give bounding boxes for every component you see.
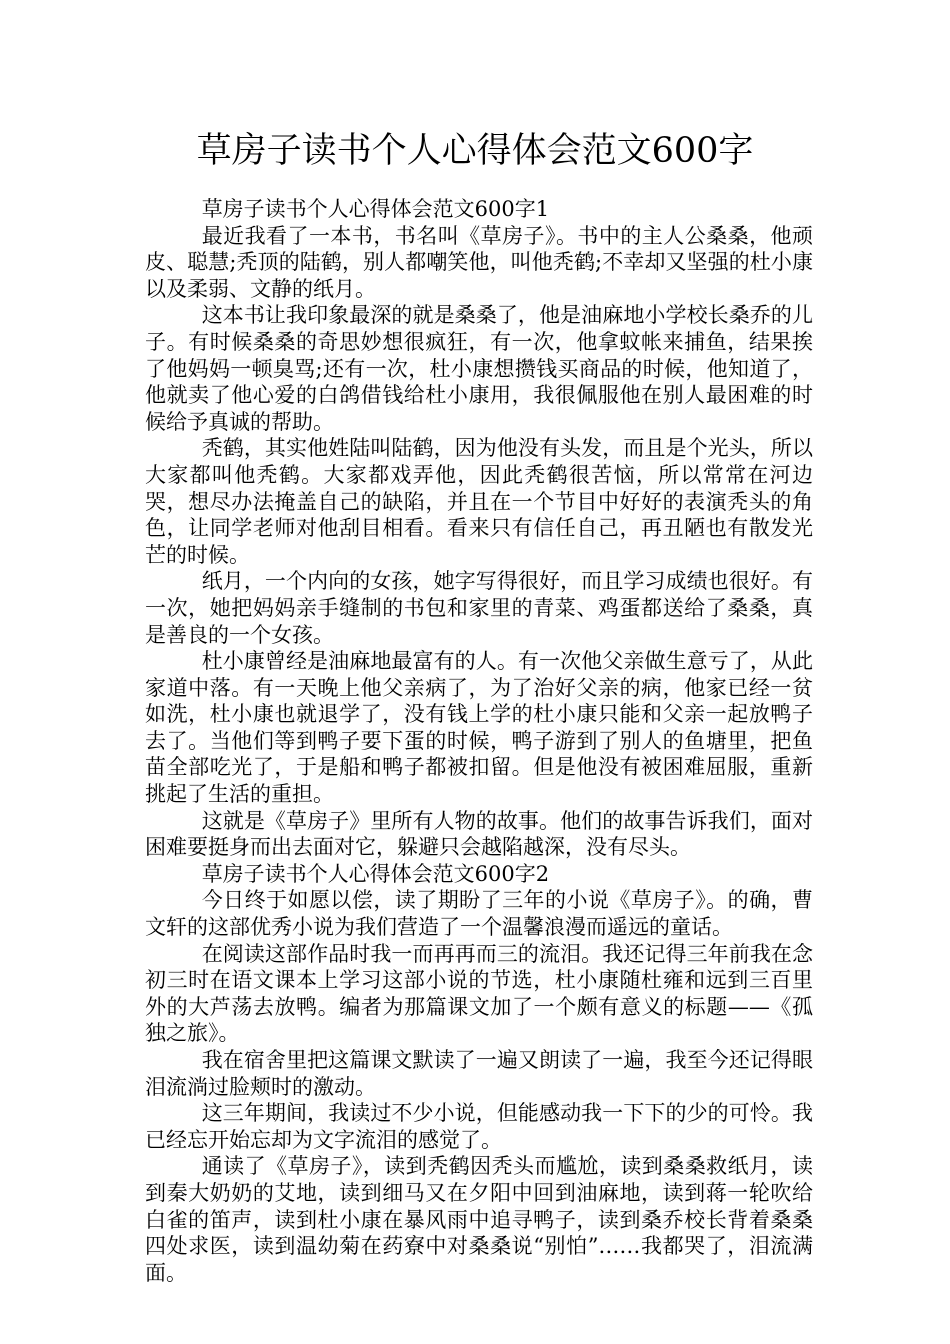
paragraph: 在阅读这部作品时我一而再再而三的流泪。我还记得三年前我在念初三时在语文课本上学习这部小说的节选，杜小康随杜雍和远到三百里外的大芦荡去放鸭。编者为那篇课文加了一个颇有意义的标题——《孤独之旅》。 bbox=[145, 941, 813, 1046]
paragraph: 杜小康曾经是油麻地最富有的人。有一次他父亲做生意亏了，从此家道中落。有一天晚上他父亲病了，为了治好父亲的病，他家已经一贫如洗，杜小康也就退学了，没有钱上学的杜小康只能和父亲一起放鸭子去了。当他们等到鸭子要下蛋的时候，鸭子游到了别人的鱼塘里，把鱼苗全部吃光了，于是船和鸭子都被扣留。但是他没有被困难屈服，重新挑起了生活的重担。 bbox=[145, 649, 813, 807]
section-heading-1: 草房子读书个人心得体会范文600字1 bbox=[201, 197, 550, 221]
section-heading-2: 草房子读书个人心得体会范文600字2 bbox=[201, 861, 550, 886]
paragraph: 这本书让我印象最深的就是桑桑了，他是油麻地小学校长桑乔的儿子。有时候桑桑的奇思妙想很疯狂，有一次，他拿蚊帐来捕鱼，结果挨了他妈妈一顿臭骂;还有一次，杜小康想攒钱买商品的时候，他知道了，他就卖了他心爱的白鸽借钱给杜小康用，我很佩服他在别人最困难的时候给予真诚的帮助。 bbox=[145, 303, 813, 434]
paragraph: 这三年期间，我读过不少小说，但能感动我一下下的少的可怜。我已经忘开始忘却为文字流泪的感觉了。 bbox=[145, 1101, 813, 1152]
paragraph: 秃鹤，其实他姓陆叫陆鹤，因为他没有头发，而且是个光头，所以大家都叫他秃鹤。大家都戏弄他，因此秃鹤很苦恼，所以常常在河边哭，想尽办法掩盖自己的缺陷，并且在一个节目中好好的表演秃头的角色，让同学老师对他刮目相看。看来只有信任自己，再丑陋也有散发光芒的时候。 bbox=[145, 436, 813, 567]
paragraph: 今日终于如愿以偿，读了期盼了三年的小说《草房子》。的确，曹文轩的这部优秀小说为我们营造了一个温馨浪漫而遥远的童话。 bbox=[145, 888, 813, 940]
document-body bbox=[145, 196, 813, 1286]
paragraph: 这就是《草房子》里所有人物的故事。他们的故事告诉我们，面对困难要挺身而出去面对它，躲避只会越陷越深，没有尽头。 bbox=[145, 808, 813, 860]
paragraph: 最近我看了一本书，书名叫《草房子》。书中的主人公桑桑，他顽皮、聪慧;秃顶的陆鹤，别人都嘲笑他，叫他秃鹤;不幸却又坚强的杜小康以及柔弱、文静的纸月。 bbox=[145, 223, 813, 301]
paragraph: 纸月，一个内向的女孩，她字写得很好，而且学习成绩也很好。有一次，她把妈妈亲手缝制的书包和家里的青菜、鸡蛋都送给了桑桑，真是善良的一个女孩。 bbox=[145, 569, 813, 647]
paragraph: 我在宿舍里把这篇课文默读了一遍又朗读了一遍，我至今还记得眼泪流淌过脸颊时的激动。 bbox=[145, 1048, 813, 1099]
paragraph: 通读了《草房子》，读到秃鹤因秃头而尴尬，读到桑桑救纸月，读到秦大奶奶的艾地，读到细马又在夕阳中回到油麻地，读到蒋一轮吹给白雀的笛声，读到杜小康在暴风雨中追寻鸭子，读到桑乔校长背着桑桑四处求医，读到温幼菊在药寮中对桑桑说“别怕”……我都哭了，泪流满面。 bbox=[145, 1154, 813, 1285]
document-title: 草房子读书个人心得体会范文600字 bbox=[196, 131, 754, 171]
